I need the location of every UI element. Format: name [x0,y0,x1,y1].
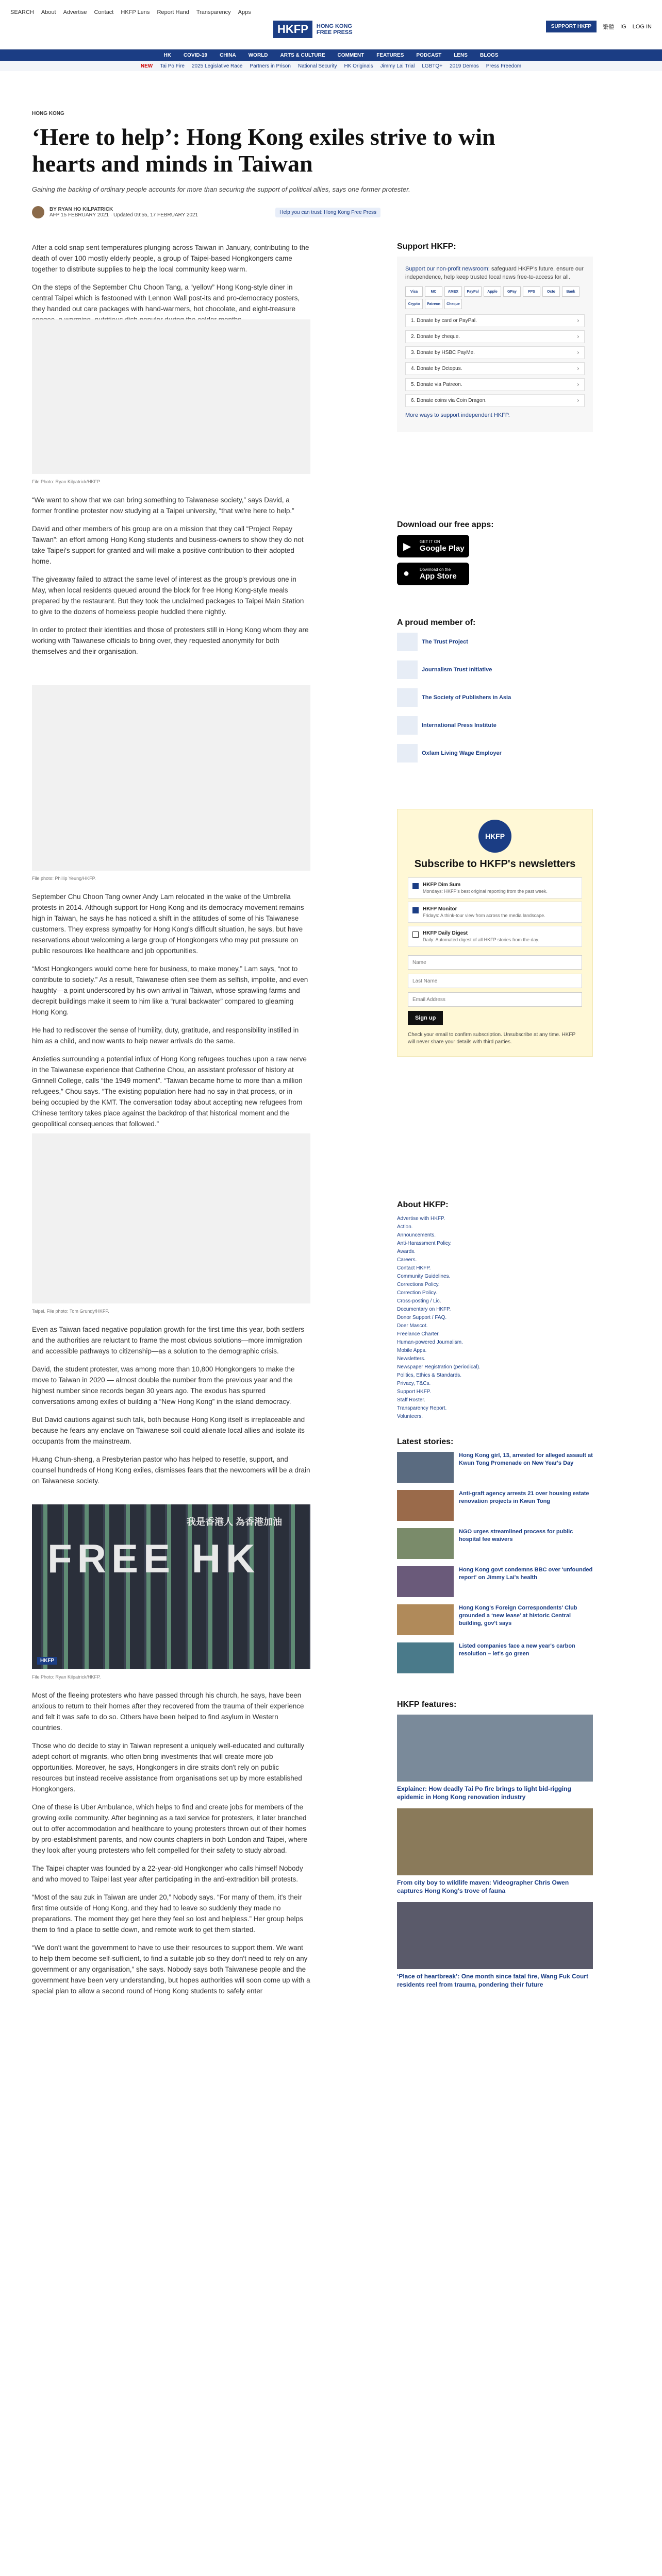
paragraph: Anxieties surrounding a potential influx of Hong Kong refugees touches upon a raw nerve in the Taiwanese experience that Catherine Chou, an assistant professor of history at Grinnell College, calls “the 1949 moment”. “Taiwan became home to more than a million refugees,” Chou says. “The existing population here had no say in that process, or in being occupied by the KMT. The conversation today about accepting new refugees from Chinese territory takes place against the backdrop of that historical moment and the geopolitical consequences that followed.” [32,1055,307,1128]
feature-image [397,1715,593,1782]
more-ways-link[interactable]: More ways to support independent HKFP. [405,412,510,418]
story-title[interactable]: Anti-graft agency arrests 21 over housing estate renovation projects in Kwun Tong [459,1490,589,1504]
story-thumbnail [397,1528,454,1559]
trending-item[interactable]: Partners in Prison [250,63,291,69]
feature-image [397,1902,593,1969]
app-store-button[interactable] [397,563,469,585]
latest-widget [397,1437,593,1681]
article-photo-3 [32,1133,310,1303]
lens-link[interactable]: HKFP Lens [121,9,150,15]
about-link[interactable]: Transparency Report. [397,1405,447,1411]
donate-option-label: 4. Donate by Octopus. [411,366,462,371]
trending-item[interactable]: Jimmy Lai Trial [380,63,415,69]
ally-name: International Press Institute [422,722,496,728]
language-switch[interactable]: 繁體 [603,24,615,30]
top-links [10,9,251,15]
more-ways [405,411,585,419]
newsletter-title: HKFP Monitor [423,906,457,912]
chevron-right-icon: › [577,318,579,324]
donate-option[interactable] [405,330,585,343]
trending-item[interactable]: 2025 Legislative Race [192,63,243,69]
free-hk-sign: FREE HK [47,1536,260,1581]
latest-story[interactable] [397,1528,593,1559]
paragraph: David and other members of his group are on a mission that they call “Project Repay Taiwan”: an effort among Hong Kong students and business-owners to show they do not take Taipei's support for granted and will make a positive contribution to their adopted home. [32,525,304,565]
newsletter-desc: Fridays: A think-tour view from across the media landscape. [423,913,545,918]
trending-bar [0,61,662,71]
paragraph: David, the student protester, was among more than 10,800 Hongkongers to make the move to Taiwan in 2020 — almost double the number from the previous year and the highest number since records began 30 years ago. The exodus has spurred conversations among exiles of building a “New Hong Kong” in the island democracy. [32,1365,295,1405]
signup-button[interactable]: Sign up [408,1011,443,1025]
name-field[interactable] [408,955,582,970]
payment-icon: PayPal [464,286,482,297]
contact-link[interactable]: Contact [94,9,114,15]
payment-icon: Apple [484,286,501,297]
checkbox[interactable] [412,883,419,889]
donate-option-label: 6. Donate coins via Coin Dragon. [411,398,487,403]
logo-text-1: HONG KONG [316,23,352,29]
newsletter-title: HKFP Daily Digest [423,930,468,936]
article-photo-1 [32,319,310,474]
newsletter-desc: Mondays: HKFP's best original reporting from the past week. [423,889,548,894]
sopa-icon [397,688,418,707]
instagram-link[interactable]: IG [620,23,626,30]
feature-title[interactable]: From city boy to wildlife maven: Videographer Chris Owen captures Hong Kong's trove of fauna [397,1879,569,1894]
photo-caption: File Photo: Ryan Kilpatrick/HKFP. [32,479,101,484]
nav-hk[interactable]: HK [163,52,171,58]
article-photo-2 [32,685,310,871]
about-widget [397,1200,593,1421]
payment-icon: Patreon [425,299,442,309]
google-play-small: GET IT ON [420,539,440,544]
paragraph: “We don't want the government to have to use their resources to support them. We want to help them become self-sufficient, to find a suitable job so they don't need to rely on any government or any organisation,” she says. Nobody says both Taiwanese people and the government have been very understanding, but hopes authorities will soon come up with a special plan to allow a second round of Hong Kong students to safely enter [32,1944,310,1995]
email-field[interactable] [408,992,582,1007]
publish-date: AFP 15 FEBRUARY 2021 · Updated 09:55, 17 FEBRUARY 2021 [49,212,198,218]
article-body-5 [32,1690,310,2004]
about-link[interactable]: Donor Support / FAQ. [397,1315,447,1320]
apps-widget [397,520,593,590]
about-heading: About HKFP: [397,1200,449,1209]
story-thumbnail [397,1566,454,1597]
paragraph: “Most of the sau zuk in Taiwan are under 20,” Nobody says. “For many of them, it's their first time outside of Hong Kong, and they had to leave so suddenly they made no preparations. The moment they get here they feel so lost and helpless.” Her group helps them to find a place to settle down, and remote work to get them started. [32,1893,303,1934]
chevron-right-icon: › [577,382,579,387]
about-link[interactable]: Anti-Harassment Policy. [397,1241,452,1246]
story-thumbnail [397,1604,454,1635]
top-actions [546,21,652,32]
payment-icon: GPay [503,286,521,297]
latest-story[interactable] [397,1642,593,1673]
member-widget [397,618,593,772]
apps-heading: Download our free apps: [397,520,494,529]
ally-name: Journalism Trust Initiative [422,667,492,673]
paragraph: One of these is Uber Ambulance, which helps to find and create jobs for members of the growing exile community. After beginning as a taxi service for protesters, it later branched out to offer accommodation and healthcare to young protesters thrown out of their homes by pro-establishment parents, and now counts chapters in both London and Taipei, where they look after young protesters who felt compelled for their safety to study abroad. [32,1803,308,1854]
newsletter-title: HKFP Dim Sum [423,882,461,888]
trending-item[interactable]: Tai Po Fire [160,63,185,69]
checkbox[interactable] [412,931,419,938]
trust-project-icon [397,633,418,651]
chevron-right-icon: › [577,398,579,403]
advertise-link[interactable]: Advertise [63,9,87,15]
payment-icon: Crypto [405,299,423,309]
transparency-link[interactable]: Transparency [196,9,231,15]
payment-icon: Cheque [444,299,462,309]
help-banner[interactable]: Help you can trust: Hong Kong Free Press [275,208,380,217]
author-name[interactable]: BY RYAN HO KILPATRICK [49,207,113,212]
donate-option-label: 3. Donate by HSBC PayMe. [411,350,475,355]
feature-image [397,1808,593,1875]
about-link[interactable]: Corrections Policy. [397,1282,440,1287]
features-heading: HKFP features: [397,1700,457,1709]
feature-story[interactable] [397,1902,593,1989]
paragraph: In order to protect their identities and those of protesters still in Hong Kong whom they are working with Taiwanese officials to bring over, they requested anonymity for both themselves and their organisation. [32,626,309,655]
chevron-right-icon: › [577,350,579,355]
ally-name: The Society of Publishers in Asia [422,694,511,701]
about-link[interactable]: About [41,9,56,15]
nav-blogs[interactable]: BLOGS [479,52,499,58]
chevron-right-icon: › [577,366,579,371]
about-link[interactable]: Volunteers. [397,1414,423,1419]
article-title: ‘Here to help’: Hong Kong exiles strive to win hearts and minds in Taiwan [32,124,495,177]
checkbox[interactable] [412,907,419,913]
new-badge: NEW [140,63,153,69]
nav-features[interactable]: FEATURES [376,52,404,58]
story-title[interactable]: Hong Kong govt condemns BBC over 'unfounded report' on Jimmy Lai's health [459,1567,593,1581]
oxfam-icon [397,744,418,762]
article-photo-free-hk [32,1504,310,1669]
photo-caption: Taipei. File photo: Tom Grundy/HKFP. [32,1309,109,1314]
member-heading: A proud member of: [397,618,476,627]
nav-china[interactable]: CHINA [220,52,236,58]
support-button[interactable]: SUPPORT HKFP [546,21,597,32]
donate-option-label: 2. Donate by cheque. [411,334,460,340]
paragraph: “We want to show that we can bring something to Taiwanese society,” says David, a former frontline protester now studying at a Taipei university, “that we're here to help.” [32,496,294,515]
newsletter-box [397,809,593,1057]
latest-heading: Latest stories: [397,1437,454,1446]
donate-option[interactable] [405,346,585,359]
newsletter-info [423,930,539,942]
about-link[interactable]: Documentary on HKFP. [397,1307,451,1312]
trending-item[interactable]: LGBTQ+ [422,63,443,69]
trending-item[interactable]: Press Freedom [486,63,522,69]
donate-option[interactable] [405,394,585,407]
about-link[interactable]: Advertise with HKFP. [397,1216,445,1222]
payment-icon: AMEX [444,286,462,297]
support-widget [397,242,593,432]
about-link[interactable]: Community Guidelines. [397,1274,451,1279]
donate-option-label: 5. Donate via Patreon. [411,382,462,387]
latest-story[interactable] [397,1604,593,1635]
trending-item[interactable]: HK Originals [344,63,373,69]
donate-option[interactable] [405,314,585,327]
ally-logo[interactable] [397,688,593,707]
about-link[interactable]: Newspaper Registration (periodical). [397,1364,481,1370]
about-link[interactable]: Newsletters. [397,1356,426,1362]
payment-icon: MC [425,286,442,297]
feature-story[interactable] [397,1808,593,1895]
paragraph: But David cautions against such talk, both because Hong Kong itself is irreplaceable and because he fears any enclave on Taiwanese soil could alienate local allies and isolate its occupants from the mainstream. [32,1416,305,1445]
byline-text [49,207,198,218]
about-link[interactable]: Announcements. [397,1232,436,1238]
paragraph: “Most Hongkongers would come here for business, to make money,” Lam says, “not to contribute to society.” As a result, Taiwanese often see them as selfish, impolite, and even haughty—a point underscored by his own arrival in Taiwan, whose sprawling farms and decrepit buildings make it seem to him like a “rural backwater” compared to gleaming Hong Kong. [32,965,308,1016]
chevron-right-icon: › [577,334,579,340]
about-link[interactable]: Politics, Ethics & Standards. [397,1372,462,1378]
feature-title[interactable]: ‘Place of heartbreak’: One month since fatal fire, Wang Fuk Court residents reel from trauma, pondering their future [397,1973,588,1988]
paragraph: Those who do decide to stay in Taiwan represent a uniquely well-educated and culturally adept cohort of migrants, who often bring investments that will create more job opportunities. Moreover, he says, Hongkongers in dire straits don't rely on public resources but instead receive assistance from organisations set up by more established Hongkongers. [32,1742,305,1793]
about-link[interactable]: Action. [397,1224,413,1230]
payment-icon: Octo [542,286,560,297]
newsletter-option[interactable] [408,877,582,899]
support-heading: Support HKFP: [397,242,456,251]
hkfp-photo-badge: HKFP [37,1657,57,1665]
latest-story[interactable] [397,1452,593,1483]
story-thumbnail [397,1452,454,1483]
newsletter-info [423,882,548,894]
article-body-1 [32,242,310,332]
article-body-2 [32,495,310,664]
support-link[interactable]: Support our non-profit newsroom: [405,266,490,272]
nav-lens[interactable]: LENS [454,52,468,58]
features-widget [397,1700,593,1996]
ally-logo[interactable] [397,716,593,735]
sticky-notes-wall [32,1504,310,1669]
article-body-4 [32,1324,310,1494]
about-list [397,1215,593,1421]
about-link[interactable]: Cross-posting / Lic. [397,1298,441,1304]
newsletter-widget [397,809,593,1057]
logo-mark: HKFP [273,21,312,38]
feature-title[interactable]: Explainer: How deadly Tai Po fire brings to light bid-rigging epidemic in Hong Kong renovation industry [397,1785,571,1801]
author-avatar [32,206,44,218]
donate-option[interactable] [405,378,585,391]
support-card [397,257,593,432]
about-link[interactable]: Doer Mascot. [397,1323,428,1329]
chinese-slogan: 我是香港人 為香港加油 [187,1517,282,1527]
login-link[interactable]: LOG IN [632,23,652,30]
trending-item[interactable]: 2019 Demos [450,63,479,69]
ally-logo[interactable] [397,744,593,762]
latest-story[interactable] [397,1490,593,1521]
nav-podcast[interactable]: PODCAST [416,52,442,58]
apps-link[interactable]: Apps [238,9,251,15]
paragraph: The Taipei chapter was founded by a 22-year-old Hongkonger who calls himself Nobody and who moved to Taipei last year after participating in the anti-extradition bill protests. [32,1865,303,1883]
trending-item[interactable]: National Security [297,63,337,69]
about-link[interactable]: Privacy, T&Cs. [397,1381,431,1386]
hkfp-badge: HKFP [478,820,511,853]
article-body-3 [32,891,310,1137]
search-link[interactable]: SEARCH [10,9,34,15]
paragraph: Most of the fleeing protesters who have passed through his church, he says, have been anxious to return to their homes after they recovered from the trauma of their experience and felt it was safe to do so. Others have been helped to find asylum in Western countries. [32,1691,304,1732]
nav-arts[interactable]: ARTS & CULTURE [280,52,325,58]
story-title[interactable]: Hong Kong girl, 13, arrested for alleged assault at Kwun Tong Promenade on New Year's Day [459,1452,593,1466]
about-link[interactable]: Awards. [397,1249,416,1255]
photo-caption: File Photo: Ryan Kilpatrick/HKFP. [32,1674,101,1680]
newsletter-note: Check your email to confirm subscription. Unsubscribe at any time. HKFP will never share your details with third parties. [408,1032,575,1045]
jti-icon [397,660,418,679]
logo-text [317,23,353,36]
about-link[interactable]: Support HKFP. [397,1389,431,1395]
paragraph: September Chu Choon Tang owner Andy Lam relocated in the wake of the Umbrella protests in 2014. Although support for Hong Kong and its democracy movement remains high in Taiwan, he says he has noticed a shift in the attitudes of some of his Taiwanese customers. They express sympathy for Hong Kong's difficult situation, he says, but have reservations about welcoming a large group of Hongkongers who may put pressure on public resources like healthcare and job opportunities. [32,893,304,955]
article-dek: Gaining the backing of ordinary people accounts for more than securing the support of political allies, says one former protester. [32,185,410,193]
newsletter-heading: Subscribe to HKFP's newsletters [414,858,576,870]
paragraph: After a cold snap sent temperatures plunging across Taiwan in January, contributing to the death of over 100 mostly elderly people, a group of Taipei-based Hongkongers came together to distribute supplies to help the local community keep warm. [32,244,309,273]
ally-logo[interactable] [397,633,593,651]
story-title[interactable]: Hong Kong's Foreign Correspondents' Club grounded a ‘new lease’ at historic Central building, gov't says [459,1605,577,1626]
top-bar [0,0,662,49]
site-logo[interactable] [273,21,353,38]
apple-icon: ● [403,568,410,579]
newsletter-desc: Daily: Automated digest of all HKFP stories from the day. [423,937,539,942]
nav-world[interactable]: WORLD [248,52,268,58]
about-link[interactable]: Staff Roster. [397,1397,425,1403]
about-link[interactable]: Contact HKFP. [397,1265,431,1271]
play-icon: ▶ [403,541,411,552]
about-link[interactable]: Human-powered Journalism. [397,1340,463,1345]
paragraph: Even as Taiwan faced negative population growth for the first time this year, both settlers and the authorities are reluctant to frame the most obvious solutions—more immigration and accessible pathways to citizenship—as a solution to the demographic crisis. [32,1326,305,1355]
last-name-field[interactable] [408,974,582,988]
newsletter-option[interactable] [408,902,582,923]
donate-option-label: 1. Donate by card or PayPal. [411,318,477,324]
about-link[interactable]: Freelance Charter. [397,1331,440,1337]
payment-icon: Visa [405,286,423,297]
story-title[interactable]: NGO urges streamlined process for public hospital fee waivers [459,1529,573,1543]
story-title[interactable]: Listed companies face a new year's carbon resolution – let's go green [459,1643,575,1657]
support-text: safeguard HKFP's future, ensure our independence, help keep trusted local news free-to-access for all. [405,266,584,280]
ipi-icon [397,716,418,735]
newsletter-info [423,906,545,918]
story-thumbnail [397,1642,454,1673]
google-play-label: Google Play [420,544,465,553]
byline [32,206,380,218]
latest-story[interactable] [397,1566,593,1597]
ally-logo[interactable] [397,660,593,679]
about-link[interactable]: Correction Policy. [397,1290,437,1296]
photo-caption: File photo: Phillip Yeung/HKFP. [32,876,96,881]
ally-name: Oxfam Living Wage Employer [422,750,502,756]
article-category[interactable]: HONG KONG [32,111,64,116]
payment-methods [405,286,585,309]
nav-comment[interactable]: COMMENT [337,52,365,58]
payment-icon: Bank [562,286,580,297]
logo-text-2: FREE PRESS [316,29,353,36]
newsletter-option[interactable] [408,926,582,947]
about-link[interactable]: Careers. [397,1257,417,1263]
app-store-small: Download on the [420,567,451,572]
report-link[interactable]: Report Hand [157,9,189,15]
main-nav [0,49,662,61]
support-copy [405,265,585,281]
paragraph: He had to rediscover the sense of humility, duty, gratitude, and responsibility instilled in him as a child, and now wants to help newer arrivals do the same. [32,1026,299,1045]
donate-option[interactable] [405,362,585,375]
about-link[interactable]: Mobile Apps. [397,1348,427,1353]
story-thumbnail [397,1490,454,1521]
ally-name: The Trust Project [422,639,468,645]
app-store-label: App Store [420,572,457,581]
feature-story[interactable] [397,1715,593,1801]
paragraph: On the steps of the September Chu Choon Tang, a “yellow” Hong Kong-style diner in central Taipei which is festooned with Lennon Wall post-its and pro-democracy posters, they handed out care packages with hand-warmers, hot chocolate, and eight-treasure [32,283,300,313]
nav-covid[interactable]: COVID-19 [183,52,208,58]
paragraph: Huang Chun-sheng, a Presbyterian pastor who has helped to resettle, support, and counsel hundreds of Hong Kong exiles, dismisses fears that the newcomers will be a drain on Taiwanese society. [32,1455,310,1485]
paragraph: The giveaway failed to attract the same level of interest as the group's previous one in May, when local residents queued around the block for free Hong Kong-style meals prepared by the restaurant. But they took the unclaimed packages to Taipei Main Station to give to the dozens of homeless people huddled there nightly. [32,575,304,616]
payment-icon: FPS [523,286,540,297]
google-play-button[interactable] [397,535,469,557]
